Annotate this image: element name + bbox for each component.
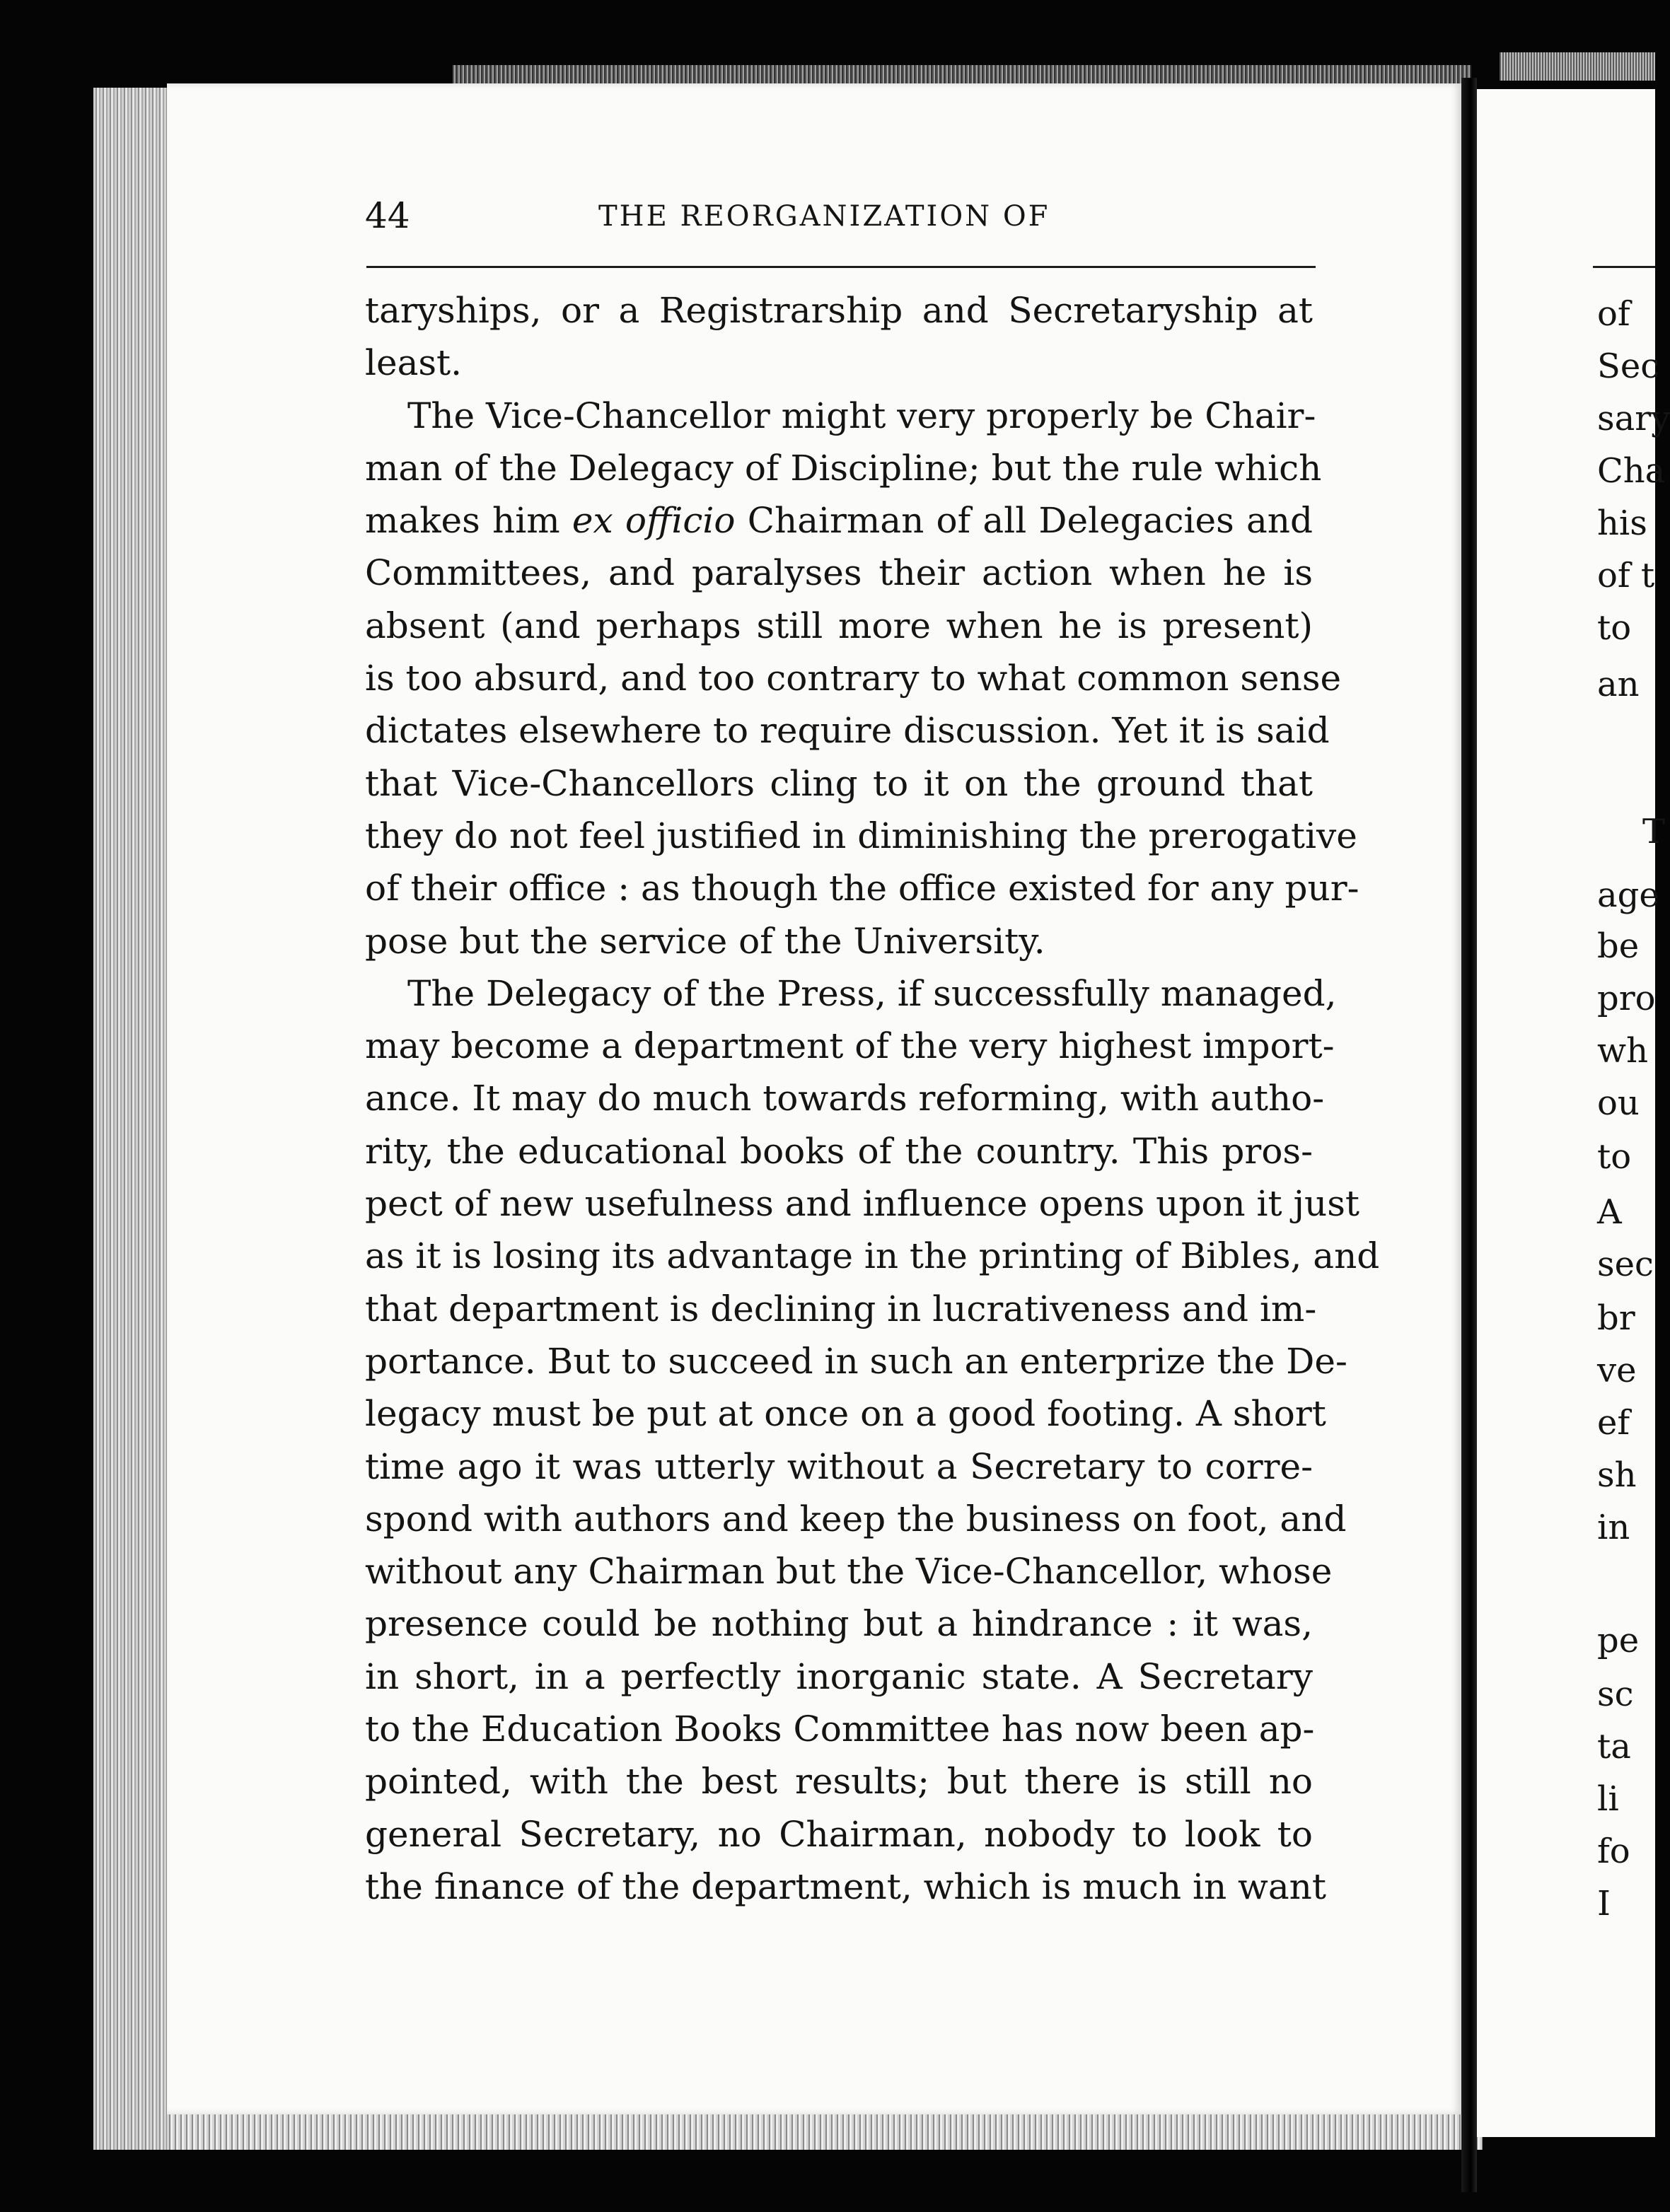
- text-line: taryships, or a Registrarship and Secretaryship at: [365, 290, 1313, 331]
- text-line: may become a department of the very highest import-: [365, 1025, 1335, 1067]
- text-line: Committees, and paralyses their action when he is: [365, 552, 1313, 594]
- facing-page-fragment: A: [1597, 1192, 1622, 1232]
- text-line: in short, in a perfectly inorganic state. A Secretary: [365, 1655, 1313, 1697]
- text-line: presence could be nothing but a hindrance : it was,: [365, 1603, 1313, 1645]
- facing-page-fragment: Sec: [1597, 347, 1660, 386]
- facing-page-fragment: of t: [1597, 556, 1655, 595]
- text-line: man of the Delegacy of Discipline; but the rule which: [365, 447, 1322, 489]
- facing-page-fragment: ou: [1597, 1083, 1640, 1123]
- text-line: pect of new usefulness and influence opens upon it just: [365, 1183, 1359, 1225]
- facing-page-fragment: br: [1597, 1298, 1635, 1338]
- text-line: The Delegacy of the Press, if successfully managed,: [407, 972, 1337, 1014]
- facing-page-fragment: fo: [1597, 1832, 1630, 1871]
- facing-page-fragment: ve: [1597, 1351, 1637, 1390]
- text-line: The Vice-Chancellor might very properly be Chair-: [407, 395, 1316, 436]
- facing-page-fragment: li: [1597, 1779, 1619, 1819]
- page-number: 44: [365, 195, 410, 236]
- facing-page-fragment: Cha: [1597, 451, 1666, 491]
- text-line: rity, the educational books of the country. This pros-: [365, 1130, 1313, 1172]
- text-line: of their office : as though the office existed for any pur-: [365, 868, 1359, 909]
- book-gutter: [1461, 78, 1477, 2192]
- text-line-italic: [365, 494, 1313, 547]
- facing-page-header-rule: [1593, 266, 1655, 268]
- text-fragment: Chairman of all Delegacies and: [735, 500, 1313, 542]
- page-edge-bottom: [167, 2113, 1483, 2150]
- italic-latin-phrase: ex officio: [572, 500, 736, 542]
- text-line: least.: [365, 342, 463, 384]
- header-rule: [366, 266, 1316, 268]
- text-line: legacy must be put at once on a good footing. A short: [365, 1393, 1326, 1435]
- facing-page-fragment: ta: [1597, 1727, 1631, 1766]
- facing-page-fragment: ef: [1597, 1403, 1630, 1443]
- text-fragment: makes him: [365, 500, 572, 542]
- text-line: ance. It may do much towards reforming, with autho-: [365, 1078, 1325, 1119]
- facing-page-fragment: sc: [1597, 1675, 1634, 1714]
- text-line: as it is losing its advantage in the printing of Bibles, and: [365, 1235, 1380, 1277]
- text-line: time ago it was utterly without a Secretary to corre-: [365, 1445, 1313, 1487]
- facing-page-fragment: wh: [1597, 1031, 1648, 1071]
- text-line: to the Education Books Committee has now been ap-: [365, 1709, 1315, 1750]
- text-line: general Secretary, no Chairman, nobody to look to: [365, 1813, 1313, 1855]
- facing-page-fragment: an: [1597, 665, 1640, 704]
- running-title: THE REORGANIZATION OF: [598, 200, 1050, 233]
- text-line: spond with authors and keep the business on foot, and: [365, 1498, 1347, 1539]
- text-line: dictates elsewhere to require discussion. Yet it is said: [365, 710, 1330, 752]
- body-text: [365, 284, 1380, 1913]
- text-line: pose but the service of the University.: [365, 920, 1045, 962]
- facing-page-fragment: his: [1597, 503, 1647, 543]
- facing-page-fragment: sary: [1597, 399, 1670, 438]
- text-line: that department is declining in lucrativeness and im-: [365, 1288, 1317, 1329]
- facing-page-fragment: to: [1597, 1137, 1632, 1177]
- facing-page-fragment: in: [1597, 1508, 1630, 1547]
- text-line: that Vice-Chancellors cling to it on the ground that: [365, 762, 1313, 804]
- text-line: without any Chairman but the Vice-Chancellor, whose: [365, 1551, 1333, 1593]
- facing-page-fragment: pe: [1597, 1621, 1640, 1660]
- facing-page-fragment: age: [1597, 875, 1659, 915]
- text-line: they do not feel justified in diminishing the prerogative: [365, 815, 1357, 856]
- facing-page-fragment: pro: [1597, 979, 1656, 1018]
- text-line: pointed, with the best results; but there is still no: [365, 1761, 1313, 1803]
- running-head: [365, 191, 1316, 248]
- facing-page-fragment: sh: [1597, 1455, 1637, 1495]
- facing-page-fragment: of: [1597, 294, 1630, 334]
- facing-page-fragment: T: [1642, 812, 1666, 851]
- text-line: absent (and perhaps still more when he is present): [365, 605, 1313, 646]
- text-line: the finance of the department, which is much in want: [365, 1865, 1326, 1907]
- facing-page-fragment: I: [1597, 1884, 1611, 1923]
- facing-page-fragment: be: [1597, 926, 1640, 966]
- text-line: is too absurd, and too contrary to what common sense: [365, 658, 1342, 699]
- text-line: portance. But to succeed in such an enterprize the De-: [365, 1340, 1347, 1382]
- page-edge-left: [93, 88, 167, 2150]
- facing-page-fragment: sec: [1597, 1245, 1654, 1284]
- facing-page-edge: [1500, 52, 1655, 81]
- facing-page-fragment: to: [1597, 608, 1632, 648]
